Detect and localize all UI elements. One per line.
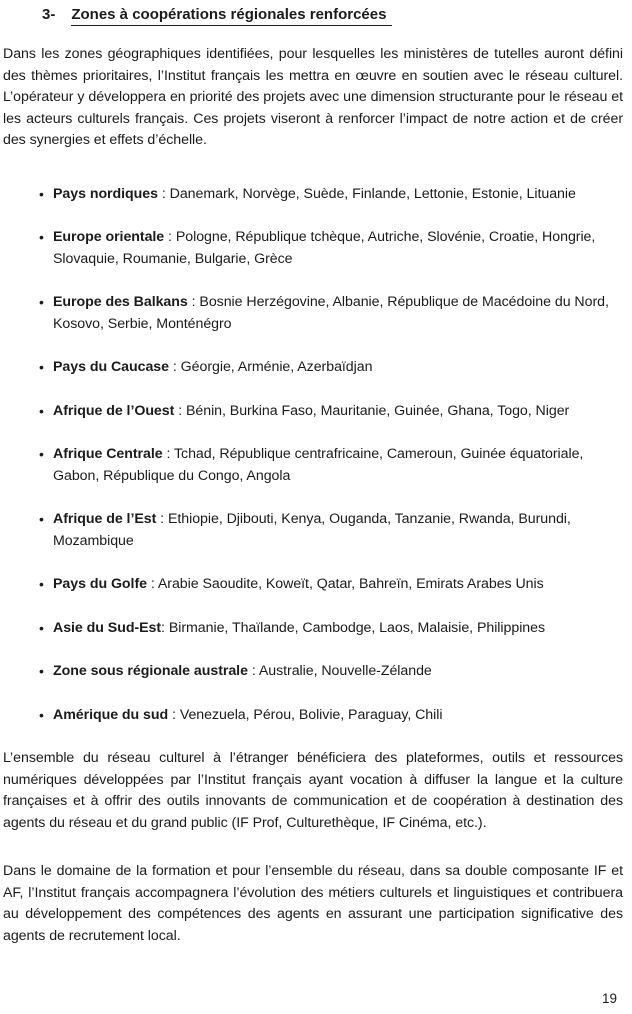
- list-item: [3, 401, 623, 423]
- zone-separator: :: [168, 359, 181, 375]
- zone-countries: Tchad, République centrafricaine, Cameroun, Guinée équatoriale, Gabon, République du Congo, Angola: [53, 446, 584, 484]
- section-heading: [42, 6, 623, 26]
- list-item: [3, 292, 623, 335]
- zone-separator: :: [156, 511, 168, 527]
- list-item: [3, 444, 623, 487]
- zone-label: Pays du Caucase: [53, 359, 169, 375]
- list-item: [3, 227, 623, 270]
- page-number: 19: [601, 991, 617, 1006]
- zone-label: Amérique du sud: [53, 706, 169, 723]
- zone-countries: Bosnie Herzégovine, Albanie, République de Macédoine du Nord, Kosovo, Serbie, Monténégro: [53, 294, 609, 332]
- zone-separator: :: [162, 446, 174, 462]
- zone-label: Afrique Centrale: [53, 446, 163, 462]
- zone-separator: :: [161, 619, 169, 636]
- zone-countries: Pologne, République tchèque, Autriche, Slovénie, Croatie, Hongrie, Slovaquie, Roumanie, Bulgarie, Grèce: [53, 229, 596, 267]
- zone-separator: :: [164, 229, 176, 245]
- zone-countries: Venezuela, Pérou, Bolivie, Paraguay, Chili: [179, 706, 443, 723]
- zone-separator: :: [247, 663, 259, 679]
- zone-label: Asie du Sud-Est: [53, 619, 162, 636]
- zone-countries: Arabie Saoudite, Koweït, Qatar, Bahreïn, Emirats Arabes Unis: [157, 576, 544, 592]
- zone-countries: Bénin, Burkina Faso, Mauritanie, Guinée, Ghana, Togo, Niger: [185, 402, 570, 419]
- section-title: Zones à coopérations régionales renforcées: [71, 6, 392, 26]
- list-item: [3, 574, 623, 596]
- zone-label: Afrique de l’Est: [53, 511, 157, 527]
- zone-countries: Géorgie, Arménie, Azerbaïdjan: [180, 359, 373, 375]
- zone-separator: :: [187, 294, 200, 310]
- zone-separator: :: [157, 185, 170, 202]
- paragraph-formation: Dans le domaine de la formation et pour l’ensemble du réseau, dans sa double composante IF et AF, l’Institut français accompagnera l’évolution des métiers culturels et linguistiques et contribuera au développement des compétences des agents en assurant une participation significative des agents de recrutement local.: [3, 863, 623, 944]
- zones-list: [3, 184, 623, 727]
- paragraph-intro: Dans les zones géographiques identifiées, pour lesquelles les ministères de tutelles auront défini des thèmes prioritaires, l’Institut français les mettra en œuvre en soutien avec le réseau culturel. L’opérateur y développera en priorité des projets avec une dimension structurante pour le réseau et les acteurs culturels français. Ces projets viseront à renforcer l’impact de notre action et de créer des synergies et effets d’échelle.: [3, 46, 623, 148]
- zone-label: Europe orientale: [53, 229, 165, 245]
- zone-separator: :: [168, 706, 180, 723]
- list-item: [3, 705, 623, 727]
- section-number: 3-: [42, 6, 56, 23]
- list-item: [3, 618, 623, 640]
- zone-label: Europe des Balkans: [53, 294, 188, 310]
- zone-countries: Australie, Nouvelle-Zélande: [258, 663, 432, 679]
- zone-countries: Birmanie, Thaïlande, Cambodge, Laos, Malaisie, Philippines: [168, 619, 546, 636]
- zone-separator: :: [174, 402, 186, 419]
- list-item: [3, 184, 623, 206]
- zone-label: Zone sous régionale australe: [53, 663, 248, 679]
- list-item: [3, 661, 623, 683]
- zone-label: Pays nordiques: [53, 185, 158, 202]
- zone-label: Pays du Golfe: [53, 576, 147, 592]
- zone-label: Afrique de l’Ouest: [53, 402, 175, 419]
- list-item: [3, 509, 623, 552]
- list-item: [3, 357, 623, 379]
- document-page: [0, 6, 626, 1014]
- zone-countries: Danemark, Norvège, Suède, Finlande, Lettonie, Estonie, Lituanie: [169, 185, 576, 202]
- zone-countries: Ethiopie, Djibouti, Kenya, Ouganda, Tanzanie, Rwanda, Burundi, Mozambique: [53, 511, 571, 549]
- paragraph-platforms: L’ensemble du réseau culturel à l’étranger bénéficiera des plateformes, outils et ressources numériques développées par l’Institut français ayant vocation à diffuser la langue et la culture françaises et à offrir des outils innovants de communication et de coopération à destination des agents du réseau et du grand public (IF Prof, Culturethèque, IF Cinéma, etc.).: [3, 750, 623, 831]
- zone-separator: :: [146, 576, 158, 592]
